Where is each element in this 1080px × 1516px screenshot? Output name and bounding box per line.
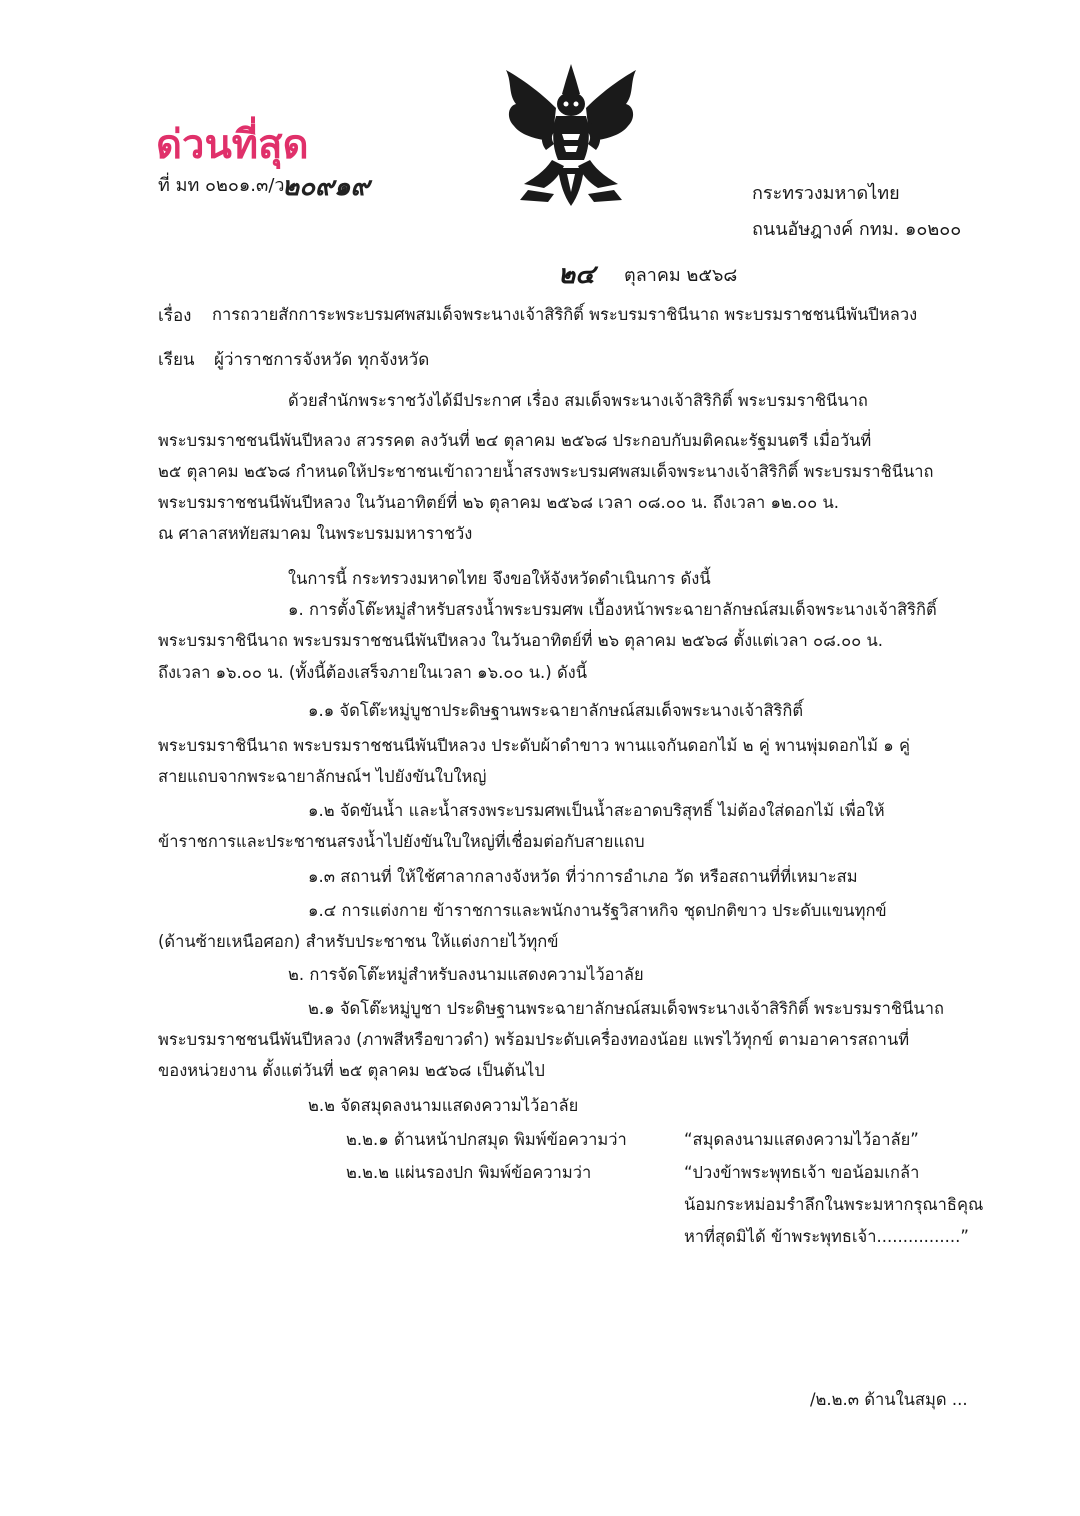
body-line: พระบรมราชชนนีพันปีหลวง สวรรคต ลงวันที่ ๒๔ ตุลาคม ๒๕๖๘ ประกอบกับมติคณะรัฐมนตรี เมื่อวันที่ [158, 431, 872, 450]
recipient-text: ผู้ว่าราชการจังหวัด ทุกจังหวัด [214, 350, 430, 370]
body-line: ๑.๔ การแต่งกาย ข้าราชการและพนักงานรัฐวิสาหกิจ ชุดปกติขาว ประดับแขนทุกข์ [308, 901, 887, 920]
reference-number: ๒๐๙๑๙ [282, 172, 370, 202]
ministry-name: กระทรวงมหาดไทย [752, 183, 900, 204]
body-line: ๒๕ ตุลาคม ๒๕๖๘ กำหนดให้ประชาชนเข้าถวายน้ำสรงพระบรมศพสมเด็จพระนางเจ้าสิริกิติ์ พระบรมราชินีนาถ [158, 462, 934, 481]
body-line: ๒. การจัดโต๊ะหมู่สำหรับลงนามแสดงความไว้อาลัย [288, 965, 644, 984]
body-line: สายแถบจากพระฉายาลักษณ์ฯ ไปยังขันใบใหญ่ [158, 767, 487, 786]
body-line: พระบรมราชชนนีพันปีหลวง ในวันอาทิตย์ที่ ๒๖ ตุลาคม ๒๕๖๘ เวลา ๐๘.๐๐ น. ถึงเวลา ๑๒.๐๐ น. [158, 493, 839, 512]
recipient-label: เรียน [158, 350, 195, 370]
continuation-marker: /๒.๒.๓ ด้านในสมุด ... [810, 1390, 968, 1409]
body-line: ๒.๒ จัดสมุดลงนามแสดงความไว้อาลัย [308, 1096, 579, 1115]
garuda-emblem-icon [498, 60, 644, 210]
body-line: พระบรมราชชนนีพันปีหลวง (ภาพสีหรือขาวดำ) พร้อมประดับเครื่องทองน้อย แพรไว้ทุกข์ ตามอาคารสถานที่ [158, 1030, 910, 1049]
quote-line: หาที่สุดมิได้ ข้าพระพุทธเจ้า................” [684, 1227, 969, 1246]
quote-line: น้อมกระหม่อมรำลึกในพระมหากรุณาธิคุณ [684, 1195, 984, 1214]
body-line: ข้าราชการและประชาชนสรงน้ำไปยังขันใบใหญ่ที่เชื่อมต่อกับสายแถบ [158, 832, 645, 851]
reference-label: ที่ มท ๐๒๐๑.๓/ว [158, 175, 285, 196]
date-day: ๒๔ [558, 260, 595, 290]
ministry-address: ถนนอัษฎางค์ กทม. ๑๐๒๐๐ [752, 219, 962, 240]
subject-label: เรื่อง [158, 306, 192, 326]
sub-item-value: “ปวงข้าพระพุทธเจ้า ขอน้อมเกล้า [684, 1163, 920, 1182]
body-line: พระบรมราชินีนาถ พระบรมราชชนนีพันปีหลวง ในวันอาทิตย์ที่ ๒๖ ตุลาคม ๒๕๖๘ ตั้งแต่เวลา ๐๘.๐๐ น. [158, 631, 883, 650]
body-line: ๒.๑ จัดโต๊ะหมู่บูชา ประดิษฐานพระฉายาลักษณ์สมเด็จพระนางเจ้าสิริกิติ์ พระบรมราชินีนาถ [308, 999, 944, 1018]
body-line: ณ ศาลาสหทัยสมาคม ในพระบรมมหาราชวัง [158, 524, 473, 543]
body-line: ถึงเวลา ๑๖.๐๐ น. (ทั้งนี้ต้องเสร็จภายในเวลา ๑๖.๐๐ น.) ดังนี้ [158, 663, 587, 682]
body-line: ๑. การตั้งโต๊ะหมู่สำหรับสรงน้ำพระบรมศพ เบื้องหน้าพระฉายาลักษณ์สมเด็จพระนางเจ้าสิริกิติ์ [288, 600, 937, 619]
sub-item-label: ๒.๒.๒ แผ่นรองปก พิมพ์ข้อความว่า [346, 1163, 592, 1182]
body-line: ในการนี้ กระทรวงมหาดไทย จึงขอให้จังหวัดดำเนินการ ดังนี้ [288, 569, 711, 588]
urgency-stamp: ด่วนที่สุด [156, 122, 309, 168]
body-line: (ด้านซ้ายเหนือศอก) สำหรับประชาชน ให้แต่งกายไว้ทุกข์ [158, 932, 559, 951]
body-line: พระบรมราชินีนาถ พระบรมราชชนนีพันปีหลวง ประดับผ้าดำขาว พานแจกันดอกไม้ ๒ คู่ พานพุ่มดอกไม้ ๑ คู่ [158, 736, 911, 755]
subject-text: การถวายสักการะพระบรมศพสมเด็จพระนางเจ้าสิริกิติ์ พระบรมราชินีนาถ พระบรมราชชนนีพันปีหลวง [212, 305, 918, 324]
body-line: ๑.๓ สถานที่ ให้ใช้ศาลากลางจังหวัด ที่ว่าการอำเภอ วัด หรือสถานที่ที่เหมาะสม [308, 867, 858, 886]
body-line: ของหน่วยงาน ตั้งแต่วันที่ ๒๕ ตุลาคม ๒๕๖๘ เป็นต้นไป [158, 1061, 545, 1080]
sub-item-label: ๒.๒.๑ ด้านหน้าปกสมุด พิมพ์ข้อความว่า [346, 1130, 627, 1149]
sub-item-value: “สมุดลงนามแสดงความไว้อาลัย” [684, 1130, 919, 1149]
body-line: ๑.๒ จัดขันน้ำ และน้ำสรงพระบรมศพเป็นน้ำสะอาดบริสุทธิ์ ไม่ต้องใส่ดอกไม้ เพื่อให้ [308, 801, 885, 820]
body-line: ๑.๑ จัดโต๊ะหมู่บูชาประดิษฐานพระฉายาลักษณ์สมเด็จพระนางเจ้าสิริกิติ์ [308, 701, 804, 720]
body-line: ด้วยสำนักพระราชวังได้มีประกาศ เรื่อง สมเด็จพระนางเจ้าสิริกิติ์ พระบรมราชินีนาถ [288, 391, 868, 410]
date-month-year: ตุลาคม ๒๕๖๘ [624, 265, 738, 286]
